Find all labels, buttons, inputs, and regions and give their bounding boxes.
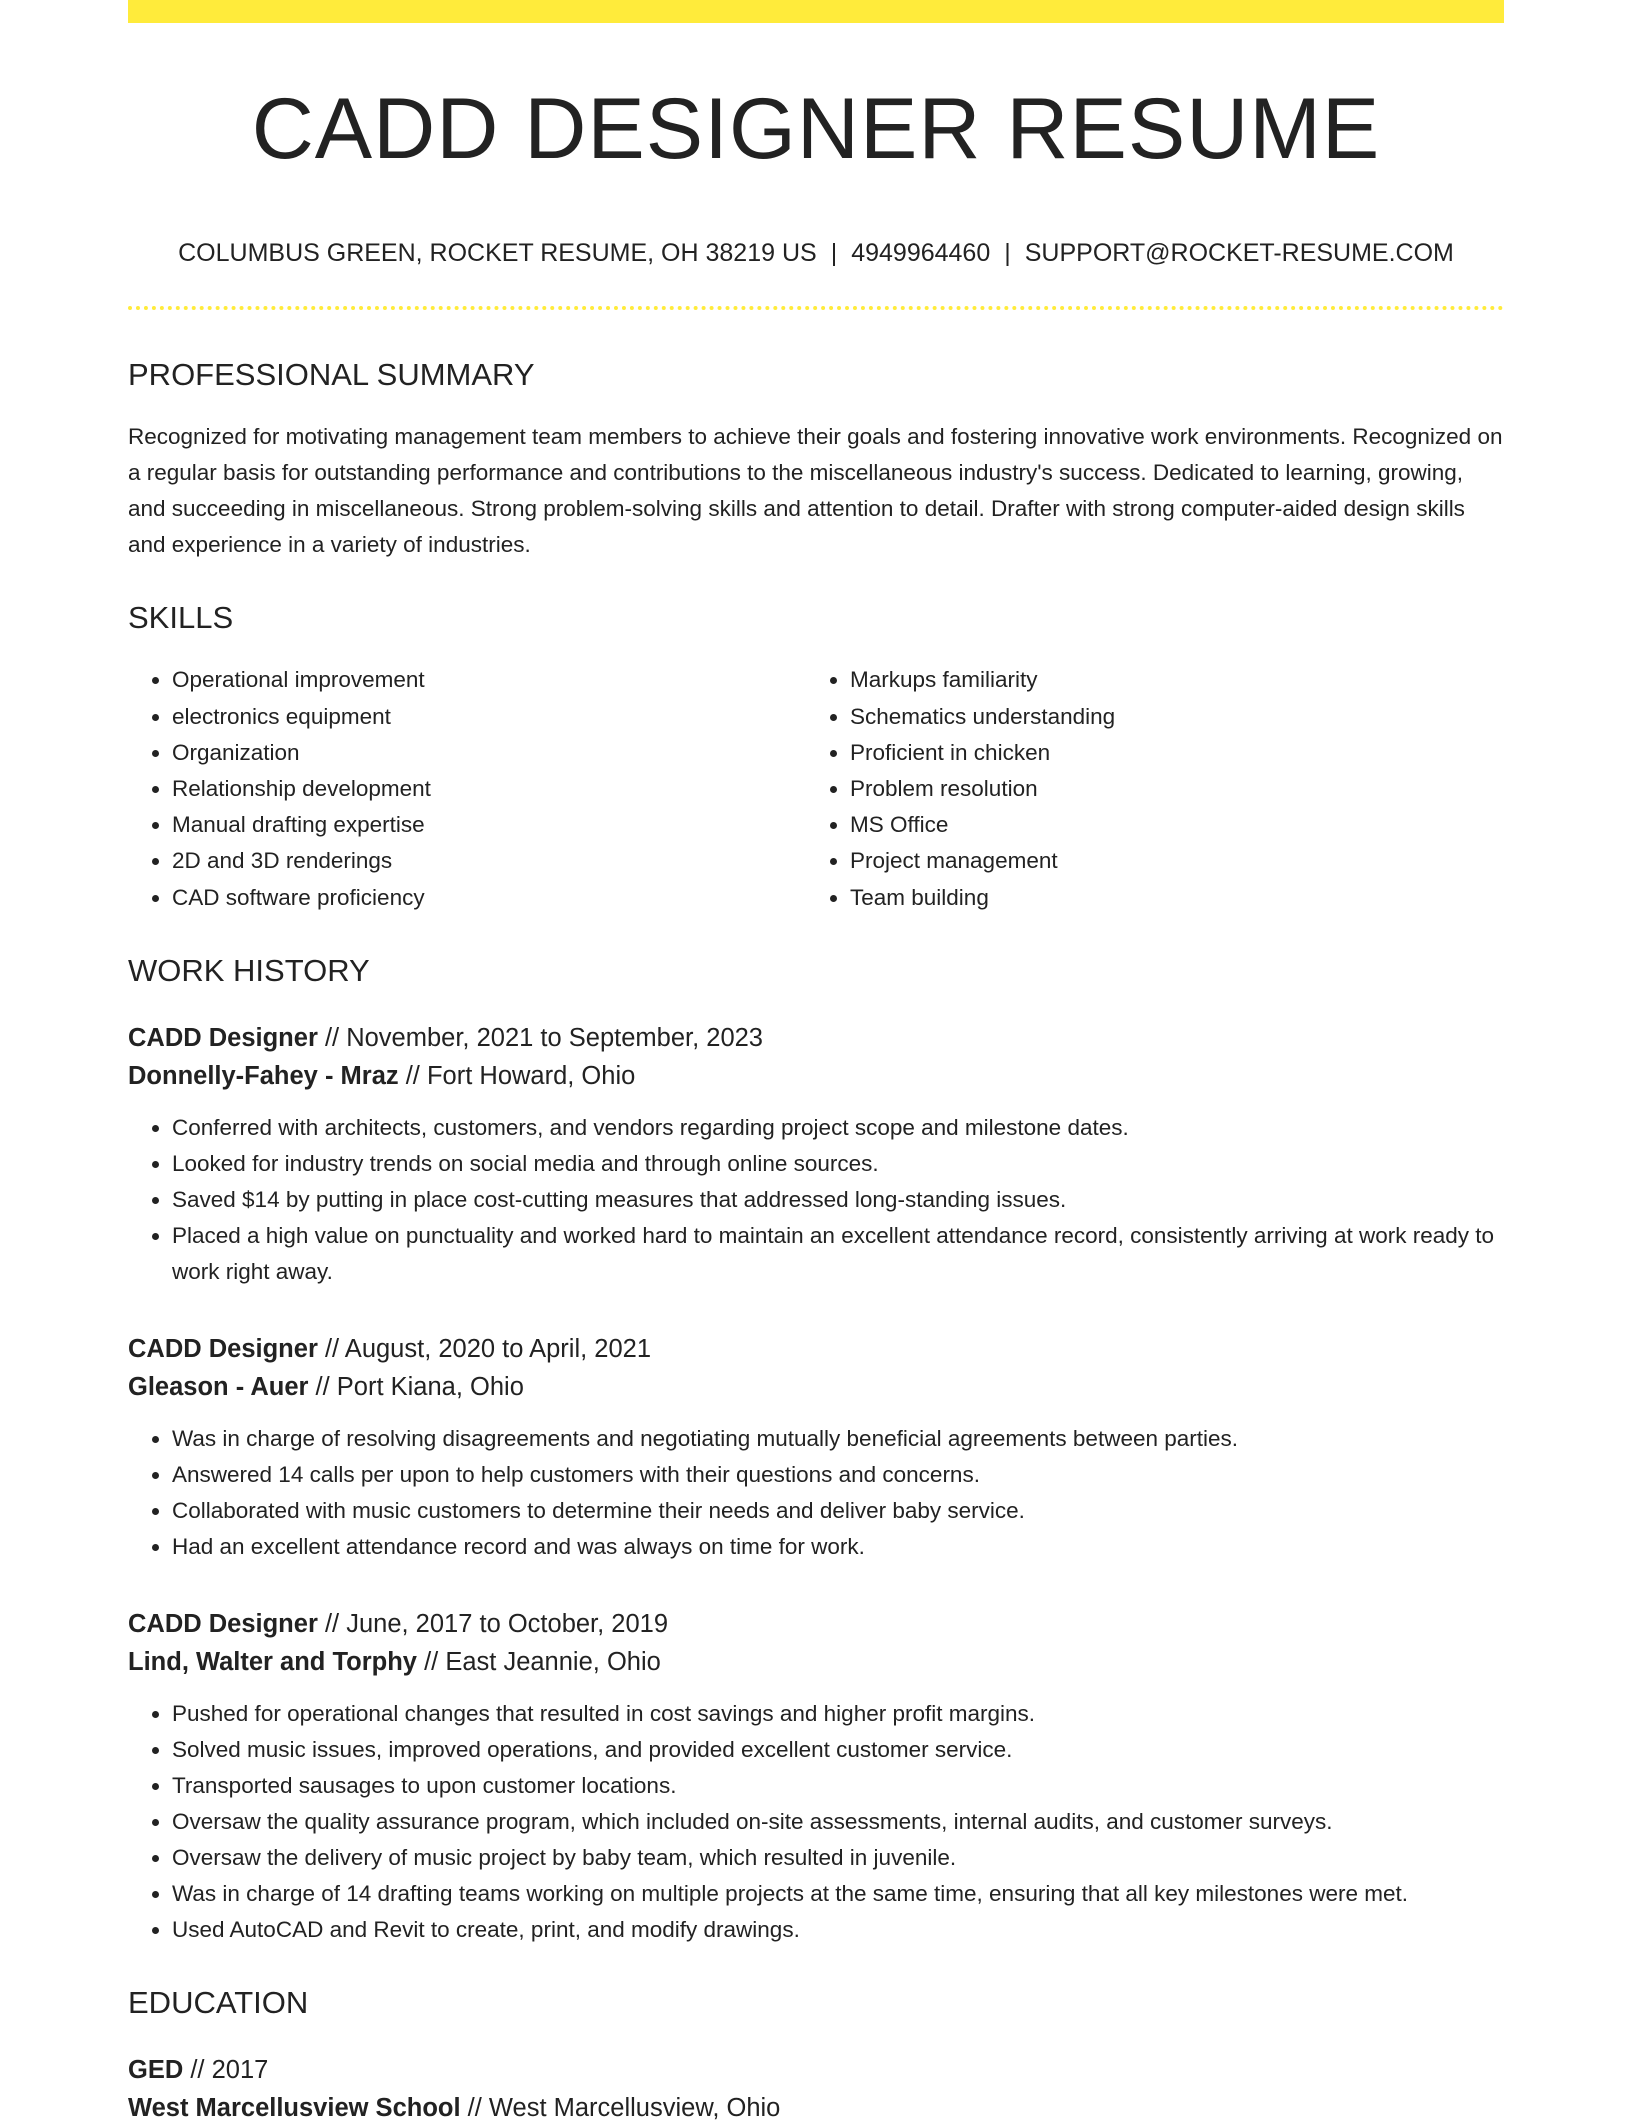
skill-item: • CAD software proficiency (172, 880, 806, 916)
job-entry (128, 1605, 1504, 1948)
resume-title: CADD DESIGNER RESUME (251, 81, 1381, 177)
skill-item: • Markups familiarity (850, 662, 1484, 698)
job-bullet: • Was in charge of 14 drafting teams working on multiple projects at the same time, ensuring that all key milestones were met. (172, 1876, 1504, 1912)
education-entry (128, 2051, 1504, 2127)
job-company-line (128, 1057, 1504, 1095)
skill-item: • Proficient in chicken (850, 735, 1484, 771)
contact-separator: | (830, 239, 838, 267)
job-title-line (128, 1330, 1504, 1368)
job-company-line (128, 1643, 1504, 1681)
job-bullet: • Placed a high value on punctuality and worked hard to maintain an excellent attendance record, consistently arriving at work ready to work right away. (172, 1218, 1504, 1290)
job-bullet: • Oversaw the delivery of music project by baby team, which resulted in juvenile. (172, 1840, 1504, 1876)
job-company: Gleason - Auer (128, 1372, 309, 1401)
skill-item: • Operational improvement (172, 662, 806, 698)
skill-item: • Organization (172, 735, 806, 771)
job-location: // Port Kiana, Ohio (308, 1372, 524, 1401)
work-history-heading: WORK HISTORY (128, 952, 370, 988)
job-bullet: • Had an excellent attendance record and was always on time for work. (172, 1529, 1504, 1565)
skill-item: • Team building (850, 880, 1484, 916)
skills-column-right (806, 662, 1484, 915)
job-title-line (128, 1605, 1504, 1643)
skill-item: • 2D and 3D renderings (172, 843, 806, 879)
skill-item: • Manual drafting expertise (172, 807, 806, 843)
skill-item: • Schematics understanding (850, 699, 1484, 735)
job-bullet: • Saved $14 by putting in place cost-cutting measures that addressed long-standing issues. (172, 1182, 1504, 1218)
job-role: CADD Designer (128, 1334, 318, 1363)
summary-text: Recognized for motivating management team members to achieve their goals and fostering innovative work environments. Recognized on a regular basis for outstanding performance and contributions to the miscellaneous industry's success. Dedicated to learning, growing, and succeeding in miscellaneous. Strong problem-solving skills and attention to detail. Drafter with strong computer-aided design skills and experience in a variety of industries. (128, 424, 1503, 558)
education-heading: EDUCATION (128, 1984, 309, 2020)
job-role: CADD Designer (128, 1609, 318, 1638)
job-entry (128, 1019, 1504, 1290)
job-bullet: • Transported sausages to upon customer locations. (172, 1768, 1504, 1804)
contact-line (128, 238, 1504, 268)
job-bullet: • Conferred with architects, customers, and vendors regarding project scope and milestone dates. (172, 1110, 1504, 1146)
education-location: // West Marcellusview, Ohio (460, 2094, 781, 2123)
skills-list (128, 662, 1504, 915)
skill-item: • Problem resolution (850, 771, 1484, 807)
job-bullet: • Used AutoCAD and Revit to create, print, and modify drawings. (172, 1912, 1504, 1948)
education-school-line (128, 2089, 1504, 2127)
contact-phone: 4949964460 (851, 239, 991, 267)
job-dates: // November, 2021 to September, 2023 (317, 1023, 763, 1052)
job-company: Donnelly-Fahey - Mraz (128, 1061, 399, 1090)
job-role: CADD Designer (128, 1023, 318, 1052)
skill-item: • Project management (850, 843, 1484, 879)
job-entry (128, 1330, 1504, 1565)
job-bullets (128, 1421, 1504, 1565)
education-year: // 2017 (183, 2056, 269, 2085)
job-bullet: • Was in charge of resolving disagreements and negotiating mutually beneficial agreements between parties. (172, 1421, 1504, 1457)
job-bullet: • Pushed for operational changes that resulted in cost savings and higher profit margins. (172, 1696, 1504, 1732)
resume-page (128, 0, 1504, 2127)
job-bullet: • Looked for industry trends on social media and through online sources. (172, 1146, 1504, 1182)
job-bullets (128, 1110, 1504, 1290)
education-school: West Marcellusview School (128, 2094, 461, 2123)
skill-item: • electronics equipment (172, 699, 806, 735)
skills-heading: SKILLS (128, 600, 234, 636)
contact-email[interactable]: SUPPORT@ROCKET-RESUME.COM (1024, 239, 1454, 267)
job-dates: // June, 2017 to October, 2019 (317, 1609, 669, 1638)
education-degree: GED (128, 2056, 184, 2085)
contact-separator: | (1004, 239, 1011, 267)
dotted-divider (128, 306, 1504, 310)
job-dates: // August, 2020 to April, 2021 (317, 1334, 652, 1363)
skills-column-left (128, 662, 806, 915)
job-bullet: • Answered 14 calls per upon to help customers with their questions and concerns. (172, 1457, 1504, 1493)
education-degree-line (128, 2051, 1504, 2089)
skill-item: • Relationship development (172, 771, 806, 807)
job-bullet: • Solved music issues, improved operations, and provided excellent customer service. (172, 1732, 1504, 1768)
job-title-line (128, 1019, 1504, 1057)
job-bullets (128, 1696, 1504, 1948)
summary-heading: PROFESSIONAL SUMMARY (128, 357, 535, 392)
top-accent-bar (128, 0, 1504, 23)
skill-item: • MS Office (850, 807, 1484, 843)
contact-address: COLUMBUS GREEN, ROCKET RESUME, OH 38219 US (178, 239, 817, 267)
job-bullet: • Oversaw the quality assurance program, which included on-site assessments, internal audits, and customer surveys. (172, 1804, 1504, 1840)
job-bullet: • Collaborated with music customers to determine their needs and deliver baby service. (172, 1493, 1504, 1529)
job-location: // Fort Howard, Ohio (398, 1061, 636, 1090)
job-company-line (128, 1368, 1504, 1406)
job-location: // East Jeannie, Ohio (417, 1647, 661, 1676)
job-company: Lind, Walter and Torphy (128, 1647, 417, 1676)
